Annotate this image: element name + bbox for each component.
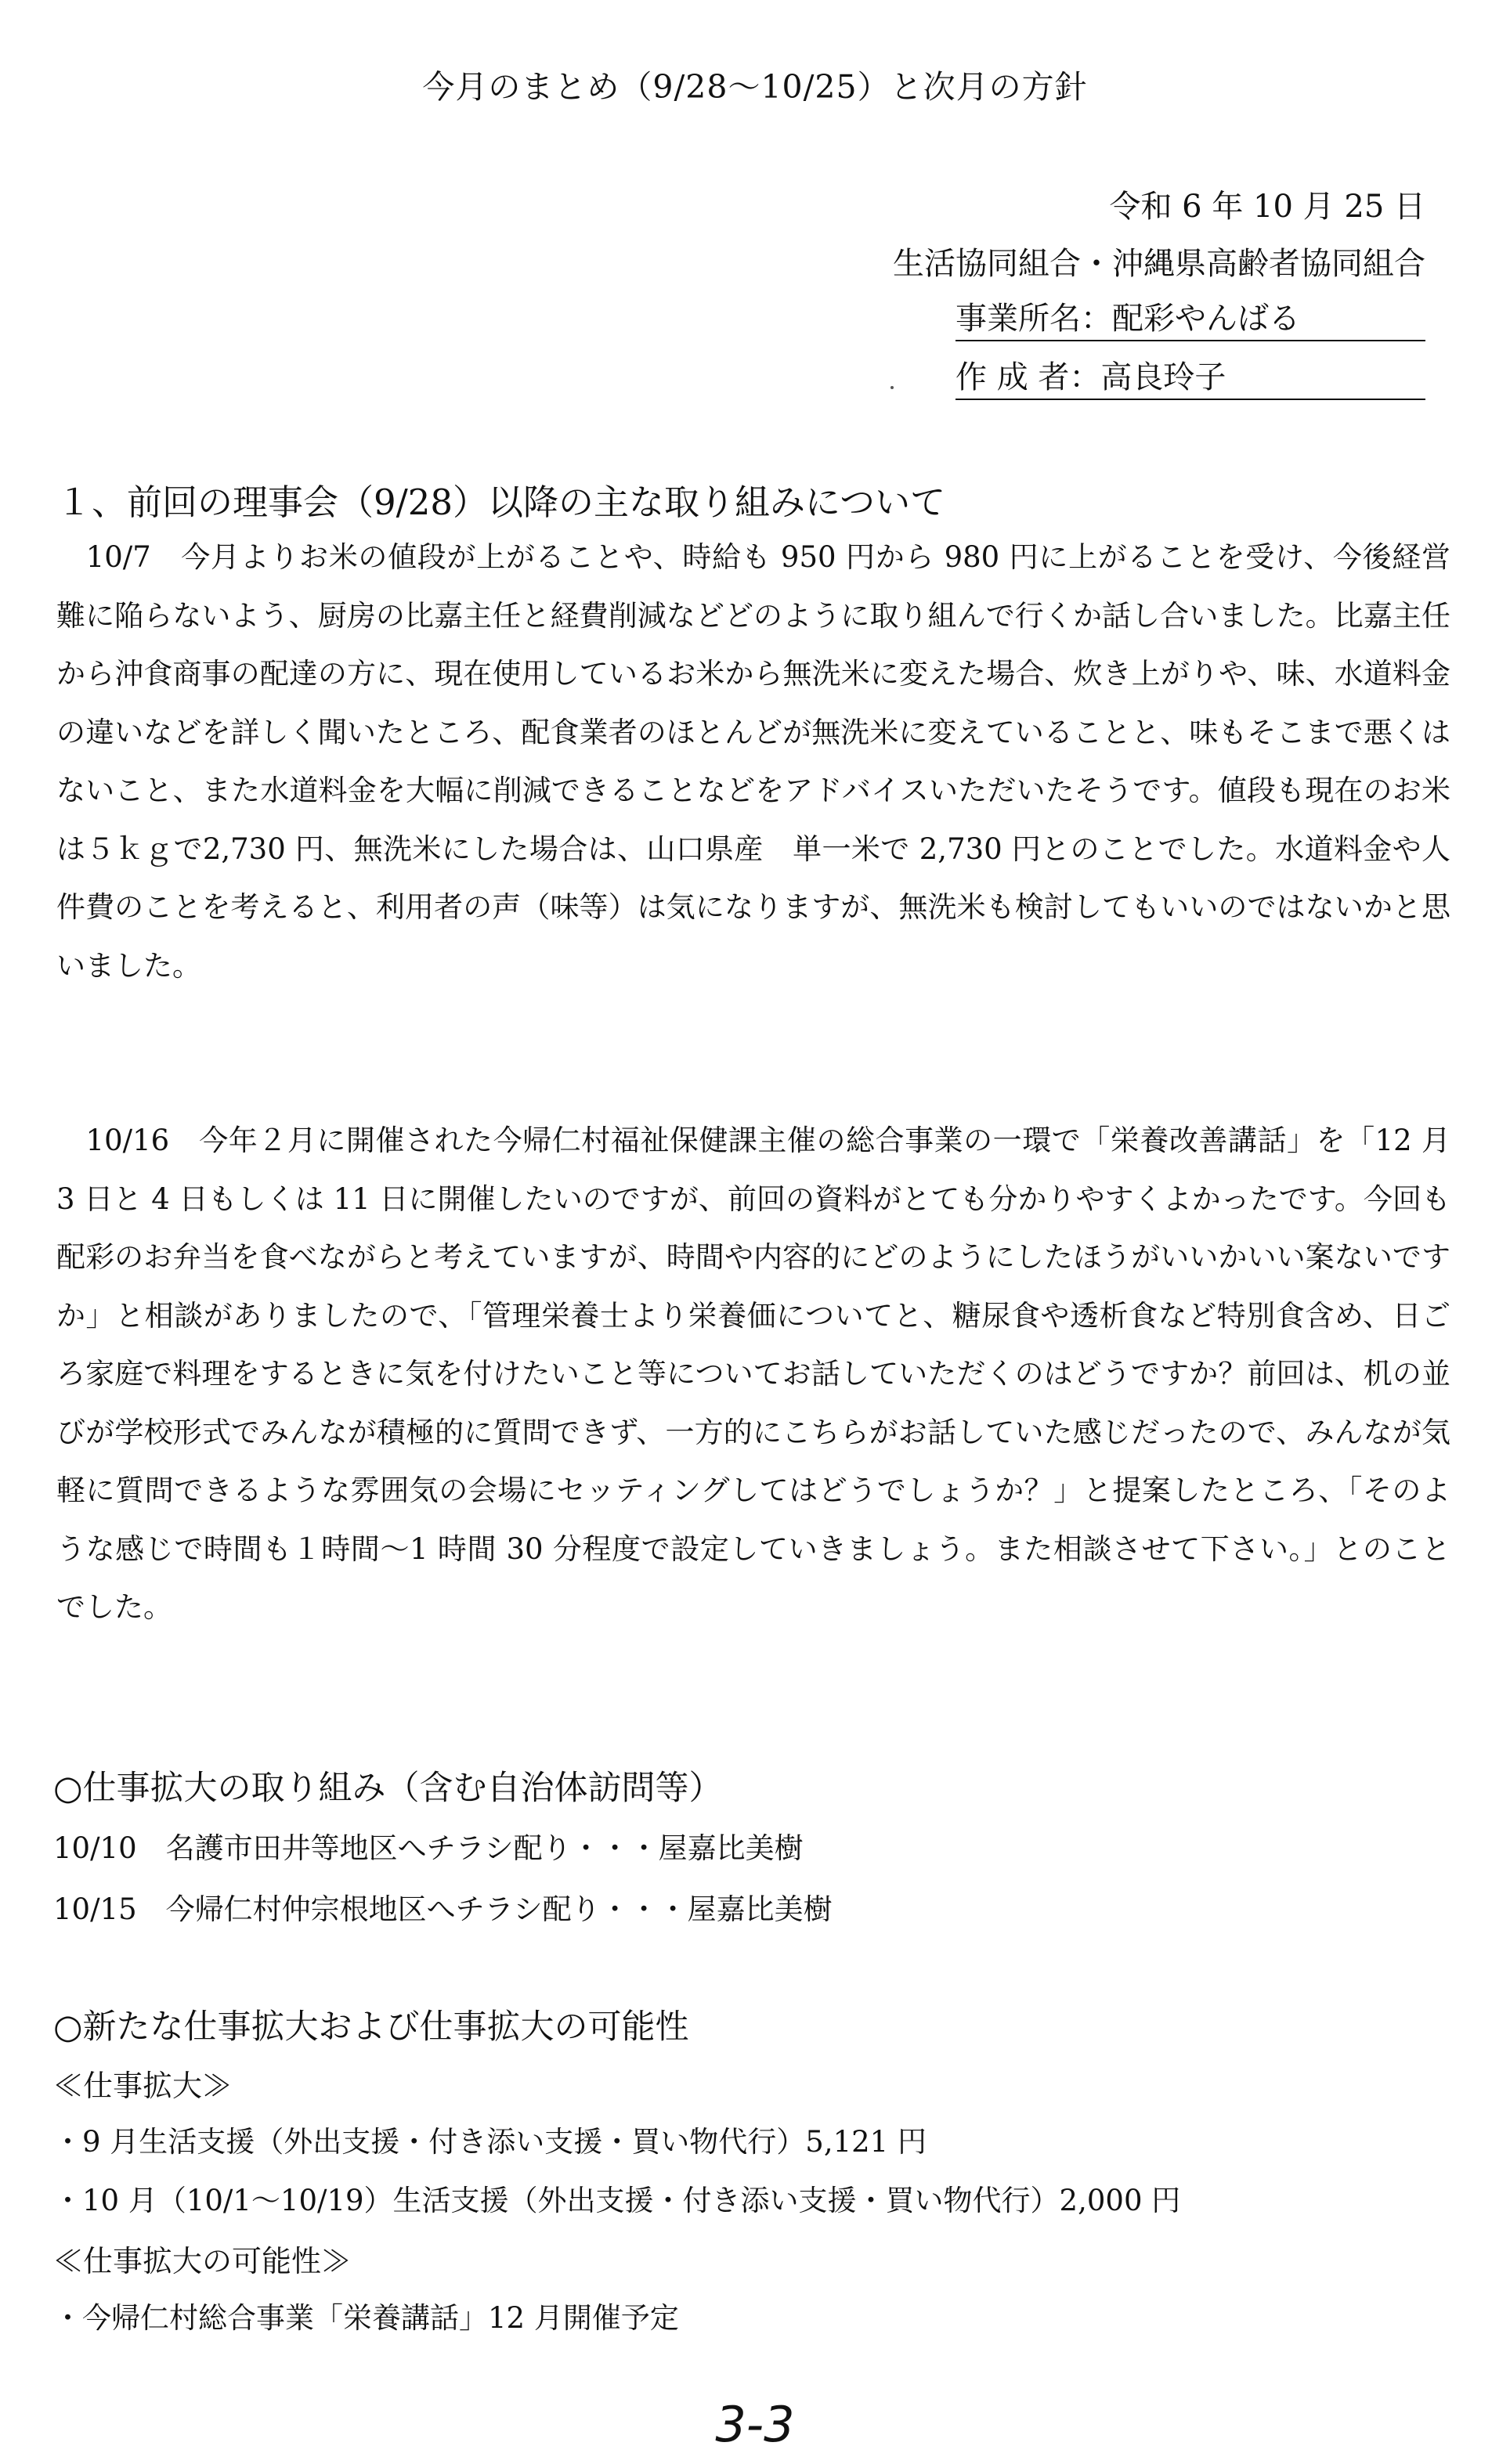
section1-heading: １、前回の理事会（9/28）以降の主な取り組みについて bbox=[56, 482, 946, 523]
paragraph-10-16: 10/16 今年２月に開催された今帰仁村福祉保健課主催の総合事業の一環で「栄養改善講話」を「12 月 3 日と 4 日もしくは 11 日に開催したいのですが、前回の資料がとても分かりやすくよかったです。今回も配彩のお弁当を食べながらと考えていますが、時間や内容的にどのようにしたほうがいいかいい案ないですか」と相談がありましたので、「管理栄養士より栄養価についてと、糖尿食や透析食など特別食含め、日ごろ家庭で料理をするときに気を付けたいこと等についてお話していただくのはどうですか？前回は、机の並びが学校形式でみんなが積極的に質問できず、一方的にこちらがお話していた感じだったので、みんなが気軽に質問できるような雰囲気の会場にセッティングしてはどうでしょうか？」と提案したところ、「そのような感じで時間も１時間〜1 時間 30 分程度で設定していきましょう。また相談させて下さい。」とのことでした。 bbox=[56, 1124, 1450, 1624]
list-item: ・10 月（10/1〜10/19）生活支援（外出支援・付き添い支援・買い物代行）2,000 円 bbox=[53, 2184, 1181, 2217]
office-name: 事業所名：配彩やんばる bbox=[955, 294, 1425, 341]
list-item: ・9 月生活支援（外出支援・付き添い支援・買い物代行）5,121 円 bbox=[53, 2125, 927, 2159]
work-expansion-heading: ○仕事拡大の取り組み（含む自治体訪問等） bbox=[53, 1769, 723, 1808]
list-item: 10/10 名護市田井等地区へチラシ配り・・・屋嘉比美樹 bbox=[53, 1831, 804, 1865]
report-date: 令和 6 年 10 月 25 日 bbox=[1109, 189, 1425, 225]
author-name: 作 成 者：高良玲子 bbox=[955, 352, 1425, 400]
organization-name: 生活協同組合・沖縄県高齢者協同組合 bbox=[893, 246, 1425, 282]
page-number: 3-3 bbox=[715, 2396, 795, 2453]
list-item: ・今帰仁村総合事業「栄養講話」12 月開催予定 bbox=[53, 2301, 679, 2335]
document-title: 今月のまとめ（9/28〜10/25）と次月の方針 bbox=[422, 68, 1088, 106]
scan-speck bbox=[890, 386, 894, 389]
new-expansion-heading: ○新たな仕事拡大および仕事拡大の可能性 bbox=[53, 2008, 689, 2047]
list-item: 10/15 今帰仁村仲宗根地区へチラシ配り・・・屋嘉比美樹 bbox=[53, 1892, 833, 1926]
expansion-label: ≪仕事拡大≫ bbox=[53, 2069, 233, 2103]
paragraph-10-7: 10/7 今月よりお米の値段が上がることや、時給も 950 円から 980 円に上がることを受け、今後経営難に陥らないよう、厨房の比嘉主任と経費削減などどのように取り組んで行くか話し合いました。比嘉主任から沖食商事の配達の方に、現在使用しているお米から無洗米に変えた場合、炊き上がりや、味、水道料金の違いなどを詳しく聞いたところ、配食業者のほとんどが無洗米に変えていることと、味もそこまで悪くはないこと、また水道料金を大幅に削減できることなどをアドバイスいただいたそうです。値段も現在のお米は５ｋｇで2,730 円、無洗米にした場合は、山口県産 単一米で 2,730 円とのことでした。水道料金や人件費のことを考えると、利用者の声（味等）は気になりますが、無洗米も検討してもいいのではないかと思いました。 bbox=[56, 540, 1450, 983]
possibility-label: ≪仕事拡大の可能性≫ bbox=[53, 2244, 352, 2278]
